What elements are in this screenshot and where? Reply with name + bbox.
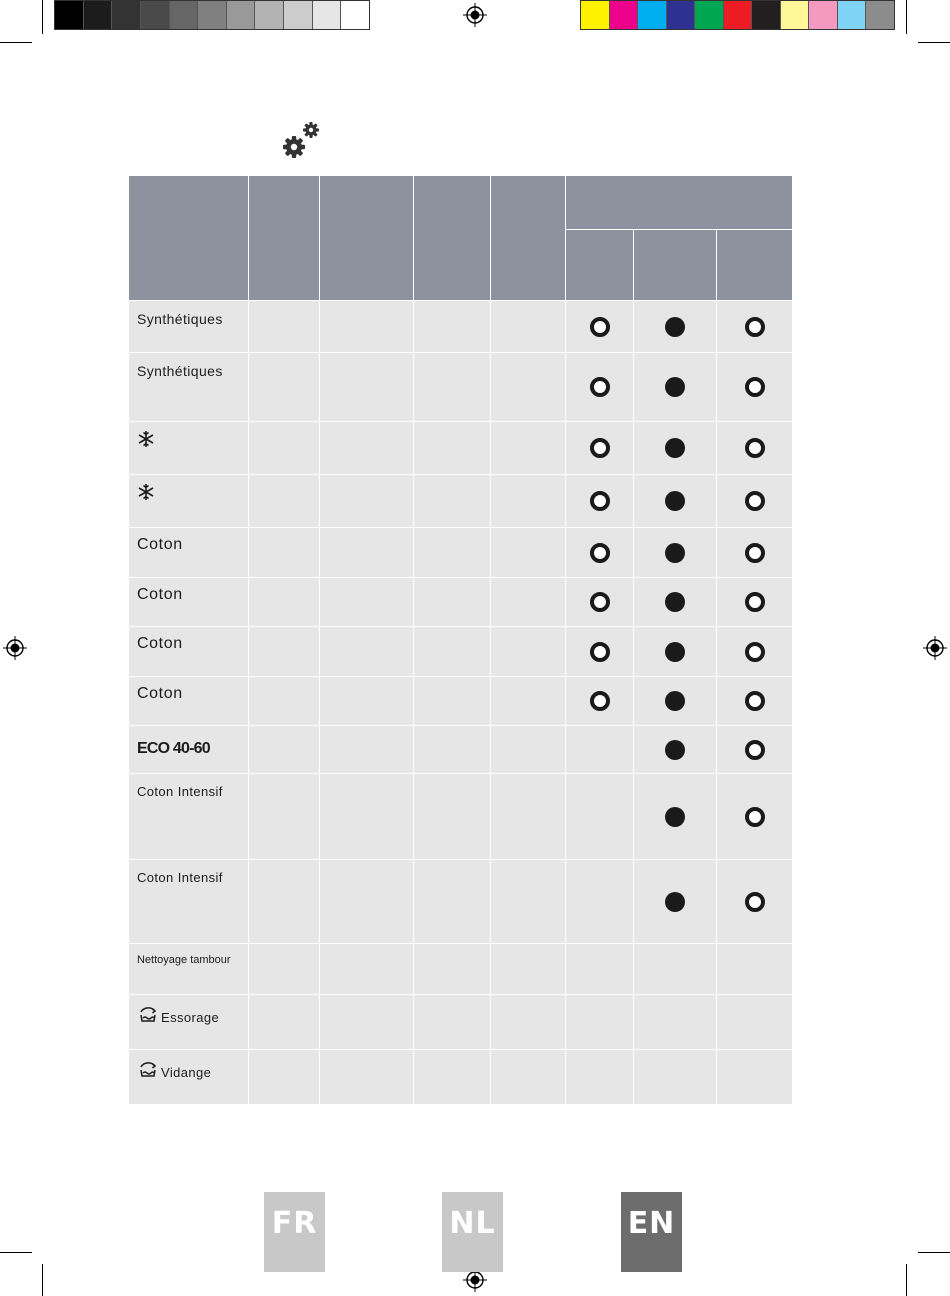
table-cell — [566, 301, 633, 352]
color-swatch — [141, 1, 170, 29]
programme-cell — [129, 353, 248, 421]
programme-cell — [129, 475, 248, 527]
table-cell — [414, 774, 490, 859]
color-swatch — [581, 1, 610, 29]
table-cell — [249, 301, 319, 352]
table-cell — [491, 353, 565, 421]
option-open-dot — [590, 691, 610, 711]
option-open-dot — [745, 892, 765, 912]
table-cell — [414, 726, 490, 773]
table-cell — [634, 860, 716, 943]
table-cell — [414, 1050, 490, 1104]
color-swatch — [341, 1, 369, 29]
header-cell — [414, 176, 490, 300]
table-cell — [634, 677, 716, 725]
option-open-dot — [745, 592, 765, 612]
table-cell — [320, 528, 413, 577]
color-swatch — [752, 1, 781, 29]
table-cell — [634, 995, 716, 1049]
table-cell — [634, 353, 716, 421]
option-open-dot — [745, 691, 765, 711]
table-cell — [414, 627, 490, 676]
color-swatch — [724, 1, 753, 29]
table-cell — [249, 475, 319, 527]
color-swatch — [781, 1, 810, 29]
table-cell — [717, 627, 792, 676]
color-swatch — [638, 1, 667, 29]
table-cell — [634, 528, 716, 577]
language-code: NL — [449, 1206, 496, 1241]
table-cell — [320, 995, 413, 1049]
programme-options-table — [129, 176, 793, 1105]
header-cell — [320, 176, 413, 300]
table-cell — [249, 726, 319, 773]
table-cell — [414, 528, 490, 577]
registration-mark-icon — [463, 3, 487, 27]
table-cell — [249, 578, 319, 626]
table-cell — [634, 774, 716, 859]
table-cell — [717, 726, 792, 773]
table-cell — [566, 860, 633, 943]
programme-cell — [129, 578, 248, 626]
color-swatch — [198, 1, 227, 29]
color-swatch — [809, 1, 838, 29]
table-cell — [249, 944, 319, 994]
snowflake-icon — [137, 430, 155, 448]
programme-label: ECO 40-60 — [137, 740, 210, 757]
table-cell — [320, 860, 413, 943]
table-cell — [566, 677, 633, 725]
table-cell — [491, 578, 565, 626]
level-header-cell — [717, 230, 792, 300]
option-open-dot — [745, 642, 765, 662]
option-open-dot — [745, 740, 765, 760]
color-swatch — [313, 1, 342, 29]
programme-label: Coton — [137, 536, 183, 553]
option-open-dot — [745, 317, 765, 337]
option-filled-dot — [665, 377, 685, 397]
table-cell — [249, 995, 319, 1049]
table-cell — [634, 475, 716, 527]
process-color-bar — [580, 0, 895, 30]
table-cell — [320, 578, 413, 626]
programme-cell — [129, 301, 248, 352]
table-cell — [717, 995, 792, 1049]
header-cell — [249, 176, 319, 300]
table-cell — [491, 1050, 565, 1104]
color-swatch — [84, 1, 113, 29]
programme-label: Synthétiques — [137, 311, 223, 327]
table-cell — [414, 944, 490, 994]
table-cell — [717, 475, 792, 527]
option-filled-dot — [665, 438, 685, 458]
table-cell — [249, 528, 319, 577]
option-filled-dot — [665, 543, 685, 563]
table-cell — [566, 353, 633, 421]
table-cell — [414, 995, 490, 1049]
color-swatch — [227, 1, 256, 29]
option-filled-dot — [665, 691, 685, 711]
table-cell — [320, 475, 413, 527]
crop-mark — [906, 1264, 907, 1296]
table-cell — [634, 578, 716, 626]
option-filled-dot — [665, 491, 685, 511]
option-filled-dot — [665, 892, 685, 912]
drain-icon — [137, 1060, 159, 1080]
table-cell — [566, 1050, 633, 1104]
color-swatch — [255, 1, 284, 29]
table-cell — [717, 944, 792, 994]
table-cell — [566, 578, 633, 626]
table-cell — [414, 677, 490, 725]
table-cell — [320, 422, 413, 474]
language-code: FR — [271, 1206, 318, 1241]
language-tab-en[interactable] — [621, 1192, 682, 1272]
table-cell — [414, 578, 490, 626]
option-open-dot — [590, 642, 610, 662]
table-cell — [320, 774, 413, 859]
crop-mark — [0, 42, 32, 43]
header-cell — [491, 176, 565, 300]
snowflake-icon — [137, 483, 155, 501]
table-cell — [320, 627, 413, 676]
table-cell — [491, 860, 565, 943]
table-cell — [491, 944, 565, 994]
programme-cell — [129, 677, 248, 725]
option-open-dot — [745, 543, 765, 563]
table-cell — [491, 627, 565, 676]
table-cell — [566, 774, 633, 859]
color-swatch — [610, 1, 639, 29]
programme-label-text: Essorage — [161, 1010, 220, 1025]
table-cell — [491, 422, 565, 474]
table-cell — [249, 422, 319, 474]
color-swatch — [284, 1, 313, 29]
color-swatch — [112, 1, 141, 29]
option-open-dot — [745, 377, 765, 397]
table-cell — [717, 860, 792, 943]
table-cell — [717, 353, 792, 421]
table-cell — [634, 944, 716, 994]
registration-mark-icon — [3, 636, 27, 660]
programme-label: Coton — [137, 586, 183, 603]
grayscale-color-bar — [54, 0, 370, 30]
color-swatch — [695, 1, 724, 29]
option-open-dot — [745, 807, 765, 827]
table-cell — [717, 422, 792, 474]
option-filled-dot — [665, 592, 685, 612]
level-header-cell — [566, 230, 633, 300]
table-cell — [717, 528, 792, 577]
programme-cell — [129, 726, 248, 773]
option-filled-dot — [665, 807, 685, 827]
table-cell — [320, 677, 413, 725]
registration-mark-icon — [923, 636, 947, 660]
table-cell — [249, 677, 319, 725]
table-cell — [566, 944, 633, 994]
table-cell — [566, 627, 633, 676]
table-cell — [491, 301, 565, 352]
option-filled-dot — [665, 642, 685, 662]
crop-mark — [918, 1252, 950, 1253]
level-header-cell — [634, 230, 716, 300]
option-open-dot — [590, 592, 610, 612]
programme-cell — [129, 774, 248, 859]
table-cell — [249, 774, 319, 859]
option-open-dot — [590, 438, 610, 458]
table-cell — [414, 422, 490, 474]
programme-cell — [129, 1050, 248, 1104]
table-cell — [249, 353, 319, 421]
header-cell — [129, 176, 248, 300]
table-cell — [249, 627, 319, 676]
crop-mark — [918, 42, 950, 43]
table-cell — [414, 475, 490, 527]
color-swatch — [866, 1, 894, 29]
gears-icon — [280, 120, 324, 160]
crop-mark — [0, 1252, 32, 1253]
programme-cell — [129, 995, 248, 1049]
table-cell — [634, 627, 716, 676]
table-cell — [320, 944, 413, 994]
table-cell — [320, 1050, 413, 1104]
option-filled-dot — [665, 317, 685, 337]
table-cell — [566, 475, 633, 527]
option-open-dot — [590, 377, 610, 397]
table-cell — [717, 301, 792, 352]
language-code: EN — [627, 1206, 676, 1241]
color-swatch — [55, 1, 84, 29]
spin-icon — [137, 1005, 159, 1025]
programme-cell — [129, 944, 248, 994]
table-cell — [414, 301, 490, 352]
language-tab-nl[interactable] — [442, 1192, 503, 1272]
table-cell — [634, 422, 716, 474]
programme-cell — [129, 422, 248, 474]
option-open-dot — [590, 543, 610, 563]
programme-label: Coton Intensif — [137, 870, 223, 885]
table-cell — [717, 677, 792, 725]
color-swatch — [170, 1, 199, 29]
option-open-dot — [590, 317, 610, 337]
table-cell — [717, 774, 792, 859]
table-cell — [249, 1050, 319, 1104]
programme-cell — [129, 627, 248, 676]
crop-mark — [906, 0, 907, 34]
table-cell — [249, 860, 319, 943]
programme-label: Coton Intensif — [137, 784, 223, 799]
color-swatch — [838, 1, 867, 29]
table-cell — [491, 475, 565, 527]
table-cell — [320, 301, 413, 352]
table-cell — [491, 528, 565, 577]
color-swatch — [667, 1, 696, 29]
table-cell — [566, 726, 633, 773]
language-tab-fr[interactable] — [264, 1192, 325, 1272]
programme-label: Nettoyage tambour — [137, 954, 231, 966]
table-cell — [414, 860, 490, 943]
table-cell — [717, 1050, 792, 1104]
option-open-dot — [745, 491, 765, 511]
table-cell — [566, 528, 633, 577]
table-cell — [634, 726, 716, 773]
programme-label: Coton — [137, 685, 183, 702]
crop-mark — [42, 0, 43, 34]
programme-label-text: Vidange — [161, 1065, 212, 1080]
programme-label: Coton — [137, 635, 183, 652]
table-cell — [634, 301, 716, 352]
option-open-dot — [745, 438, 765, 458]
programme-label: Synthétiques — [137, 363, 223, 379]
table-cell — [414, 353, 490, 421]
table-cell — [491, 995, 565, 1049]
option-open-dot — [590, 491, 610, 511]
header-group-cell — [566, 176, 792, 229]
option-filled-dot — [665, 740, 685, 760]
programme-cell — [129, 860, 248, 943]
crop-mark — [42, 1264, 43, 1296]
table-cell — [491, 726, 565, 773]
table-cell — [566, 995, 633, 1049]
table-cell — [717, 578, 792, 626]
table-cell — [491, 774, 565, 859]
programme-cell — [129, 528, 248, 577]
table-cell — [320, 726, 413, 773]
table-cell — [634, 1050, 716, 1104]
table-cell — [320, 353, 413, 421]
table-cell — [566, 422, 633, 474]
table-cell — [491, 677, 565, 725]
